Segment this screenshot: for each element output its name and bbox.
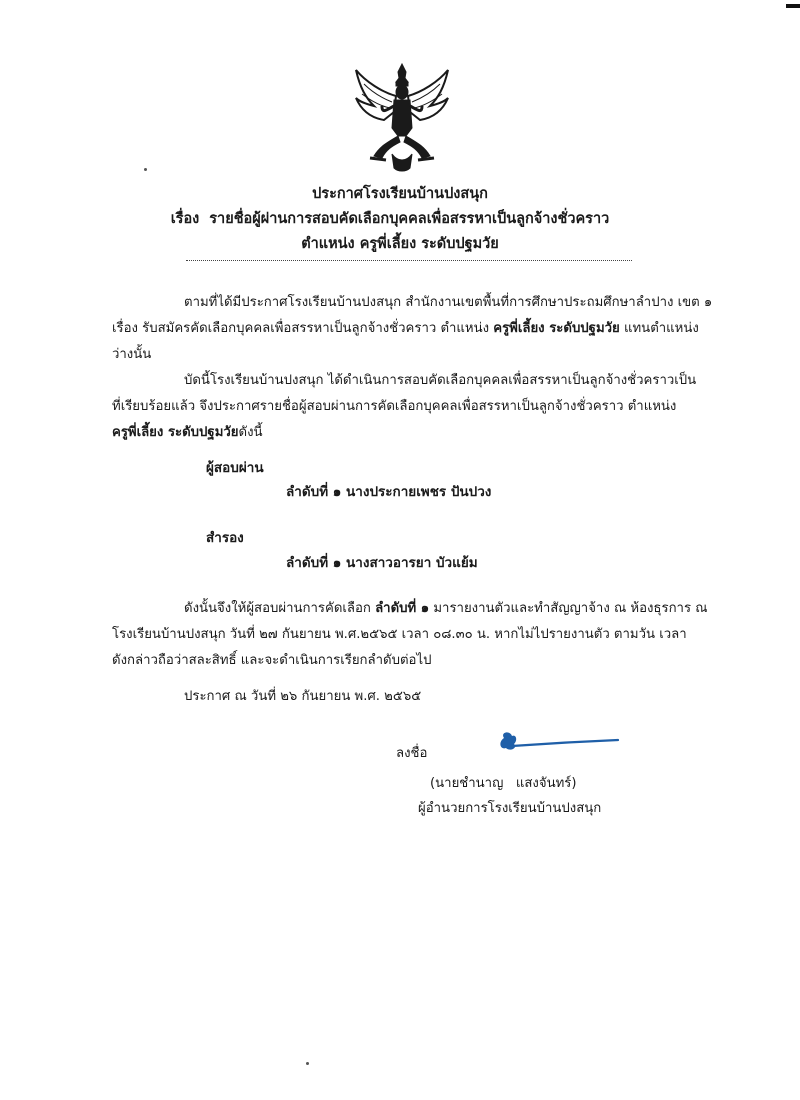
paragraph-line: ดังกล่าวถือว่าสละสิทธิ์ และจะดำเนินการเรียกลำดับต่อไป [112, 653, 432, 668]
signer-title: ผู้อำนวยการโรงเรียนบ้านปงสนุก [418, 801, 602, 816]
paragraph-instructions [112, 596, 707, 674]
announce-date: ประกาศ ณ วันที่ ๒๖ กันยายน พ.ศ. ๒๕๖๕ [184, 689, 422, 704]
paragraph-line: โรงเรียนบ้านปงสนุก วันที่ ๒๗ กันยายน พ.ศ.๒๕๖๕ เวลา ๐๘.๓๐ น. หากไม่ไปรายงานตัว ตามวัน เวลา [112, 627, 687, 642]
announcement-subject [0, 207, 790, 232]
signature-label: ลงชื่อ [396, 746, 428, 761]
text-run-bold: ครูพี่เลี้ยง ระดับปฐมวัย [112, 425, 239, 440]
paragraph-intro [112, 290, 712, 368]
announcement-position: ตำแหน่ง ครูพี่เลี้ยง ระดับปฐมวัย [301, 236, 499, 252]
passed-heading: ผู้สอบผ่าน [206, 460, 264, 476]
passed-entry: ลำดับที่ ๑ นางประกายเพชร ปันปวง [286, 484, 492, 500]
text-run: เรื่อง รับสมัครคัดเลือกบุคคลเพื่อสรรหาเป็นลูกจ้างชั่วคราว ตำแหน่ง [112, 321, 494, 336]
paragraph-line [112, 316, 712, 342]
garuda-emblem-icon [352, 62, 452, 174]
subject-label: เรื่อง [170, 211, 200, 227]
text-run: มารายงานตัวและทำสัญญาจ้าง ณ ห้องธุรการ ณ [429, 601, 708, 616]
paragraph-result [112, 368, 696, 446]
signer-name: (นายชำนาญ แสงจันทร์) [430, 776, 577, 791]
text-run: ดังนั้นจึงให้ผู้สอบผ่านการคัดเลือก [184, 601, 376, 616]
paragraph-line: บัดนี้โรงเรียนบ้านปงสนุก ได้ดำเนินการสอบคัดเลือกบุคคลเพื่อสรรหาเป็นลูกจ้างชั่วคราวเป็น [184, 373, 697, 388]
paragraph-line: ว่างนั้น [112, 347, 152, 362]
reserve-heading: สำรอง [206, 530, 244, 546]
text-run-bold: ครูพี่เลี้ยง ระดับปฐมวัย [493, 321, 620, 336]
text-run-bold: ลำดับที่ ๑ [375, 601, 430, 616]
scan-speck [306, 1062, 309, 1065]
text-run: แทนตำแหน่ง [619, 321, 699, 336]
text-run: ดังนี้ [238, 425, 263, 440]
scan-corner-mark [786, 4, 800, 8]
reserve-entry: ลำดับที่ ๑ นางสาวอารยา บัวแย้ม [286, 555, 478, 571]
subject-text: รายชื่อผู้ผ่านการสอบคัดเลือกบุคคลเพื่อสรรหาเป็นลูกจ้างชั่วคราว [209, 211, 610, 227]
paragraph-line: ที่เรียบร้อยแล้ว จึงประกาศรายชื่อผู้สอบผ่านการคัดเลือกบุคคลเพื่อสรรหาเป็นลูกจ้างชั่วคราว ตำแหน่ง [112, 399, 677, 414]
paragraph-line: ตามที่ได้มีประกาศโรงเรียนบ้านปงสนุก สำนักงานเขตพื้นที่การศึกษาประถมศึกษาลำปาง เขต ๑ [184, 295, 713, 310]
paragraph-line [112, 420, 696, 446]
header-divider [186, 260, 632, 261]
announcement-header [0, 182, 800, 257]
scan-speck [144, 168, 147, 171]
announcement-title: ประกาศโรงเรียนบ้านปงสนุก [312, 186, 488, 202]
paragraph-line [112, 596, 707, 622]
handwritten-signature-icon [490, 728, 620, 764]
